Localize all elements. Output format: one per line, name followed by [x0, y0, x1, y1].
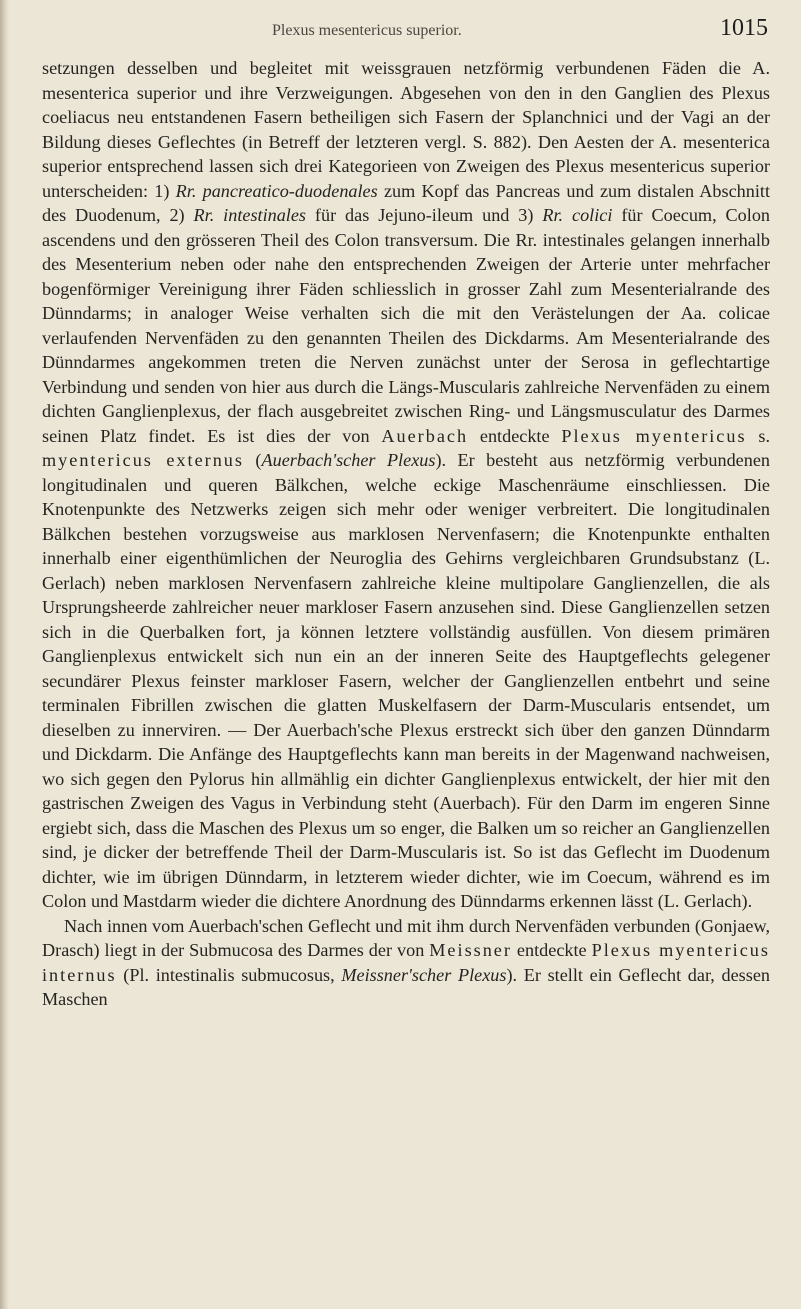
text-run: entdeckte — [511, 940, 592, 960]
text-run: für Coecum, Colon ascendens und den grösseren Theil des Colon transversum. Die Rr. intestinales gelangen innerhalb des Mesenterium neben oder nahe den entsprechenden Zweigen der Arterie unter mehrfacher bogenförmiger Vereinigung ihrer Fäden schliesslich in grosser Zahl zum Mesenterialrande des Dünndarms; in analoger Weise verhalten sich die mit den Verästelungen der Aa. colicae verlaufenden Nervenfäden zu den genannten Theilen des Dickdarms. Am Mesenterialrande des Dünndarmes angekommen treten die Nerven zunächst unter der Serosa in geflechtartige Verbindung und senden von hier aus durch die Längs-Muscularis zahlreiche Nervenfäden zu einem dichten Ganglienplexus, der flach ausgebreitet zwischen Ring- und Längsmusculatur des Darmes seinen Platz findet. Es ist dies der von — [42, 205, 771, 446]
paragraph-2 — [42, 914, 770, 1012]
book-spine-shadow — [0, 0, 9, 1309]
text-run: ( — [243, 450, 262, 470]
text-run: ). Er stellt ein Geflecht dar, dessen Maschen — [42, 964, 770, 1009]
author-spaced: Meissner — [429, 940, 512, 960]
running-title: Plexus mesentericus superior. — [272, 22, 462, 39]
text-run: entdeckte — [468, 425, 562, 446]
text-run: zum Kopf das Pancreas und zum distalen Abschnitt des Duodenum, 2) — [42, 180, 771, 225]
text-run: (Pl. intestinalis submucosus, — [116, 964, 342, 985]
book-page — [42, 0, 770, 1012]
term-spaced: Plexus myentericus — [561, 425, 747, 446]
term-italic: Meissner'scher Plexus — [341, 964, 507, 985]
term-italic: Auerbach'scher Plexus — [261, 450, 436, 470]
term-italic: Rr. intestinales — [193, 205, 307, 225]
term-italic: Rr. pancreatico-duodenales — [175, 180, 378, 201]
text-run: setzungen desselben und begleitet mit weissgrauen netzförmig verbundenen Fäden die A. mesenterica superior und ihre Verzweigungen. Abgesehen von den in den Ganglien des Plexus coeliacus neu entstandenen Fasern betheiligen sich Fasern der Splanchnici und der Vagi an der Bildung dieses Geflechtes (in Betreff der letzteren vergl. S. 882). Den Aesten der A. mesenterica superior entsprechend lassen sich drei Kategorieen von Zweigen des Plexus mesentericus superior unterscheiden: 1) — [42, 58, 770, 201]
page-number: 1015 — [720, 15, 768, 41]
text-run: Nach innen vom Auerbach'schen Geflecht und mit ihm durch Nervenfäden verbunden (Gonjaew, Drasch) liegt in der Submucosa des Darmes der von — [42, 915, 770, 960]
paragraph-1 — [42, 56, 770, 914]
author-spaced: Auerbach — [381, 425, 469, 446]
term-italic: Rr. colici — [542, 205, 613, 225]
term-spaced: myentericus externus — [42, 450, 244, 470]
text-run: für das Jejuno-ileum und 3) — [306, 205, 543, 225]
text-run: s. — [746, 425, 770, 446]
term-spaced: Plexus myentericus internus — [42, 940, 770, 985]
text-run: ). Er besteht aus netzförmig verbundenen longitudinalen und queren Bälkchen, welche eckige Maschenräume einschliessen. Die Knotenpunkte des Netzwerks zeigen sich mehr oder weniger verbreitert. Die longitudinalen Bälkchen bestehen vorzugsweise aus marklosen Nervenfasern; die Knotenpunkte enthalten innerhalb einer eigenthümlichen der Neuroglia des Gehirns vergleichbaren Grundsubstanz (L. Gerlach) neben marklosen Nervenfasern zahlreiche kleine multipolare Ganglienzellen, die als Ursprungsheerde zahlreicher neuer markloser Fasern anzusehen sind. Diese Ganglienzellen setzen sich in die Querbalken fort, ja können letztere vollständig ausfüllen. Von diesem primären Ganglienplexus entwickelt sich nun ein an der inneren Seite des Hauptgeflechts gelegener secundärer Plexus feinster markloser Fasern, welcher der Ganglienzellen entbehrt und seine terminalen Fibrillen zwischen die glatten Muskelfasern der Darm-Muscularis entsendet, um dieselben zu innerviren. — Der Auerbach'sche Plexus erstreckt sich über den ganzen Dünndarm und Dickdarm. Die Anfänge des Hauptgeflechts kann man bereits in der Magenwand nachweisen, wo sich gegen den Pylorus hin allmählig ein dichter Ganglienplexus entwickelt, der hier mit den gastrischen Zweigen des Vagus in Verbindung steht (Auerbach). Für den Darm im engeren Sinne ergiebt sich, dass die Maschen des Plexus um so enger, die Balken um so reicher an Ganglienzellen sind, je dicker der betreffende Theil der Darm-Muscularis ist. So ist das Geflecht im Duodenum dichter, wie im übrigen Dünndarm, in letzterem wieder dichter, wie im Coecum, während es im Colon und Mastdarm wieder die dichtere Anordnung des Dünndarms erkennen lässt (L. Gerlach). — [42, 450, 770, 911]
running-head — [42, 0, 770, 48]
body-text — [42, 56, 770, 1012]
